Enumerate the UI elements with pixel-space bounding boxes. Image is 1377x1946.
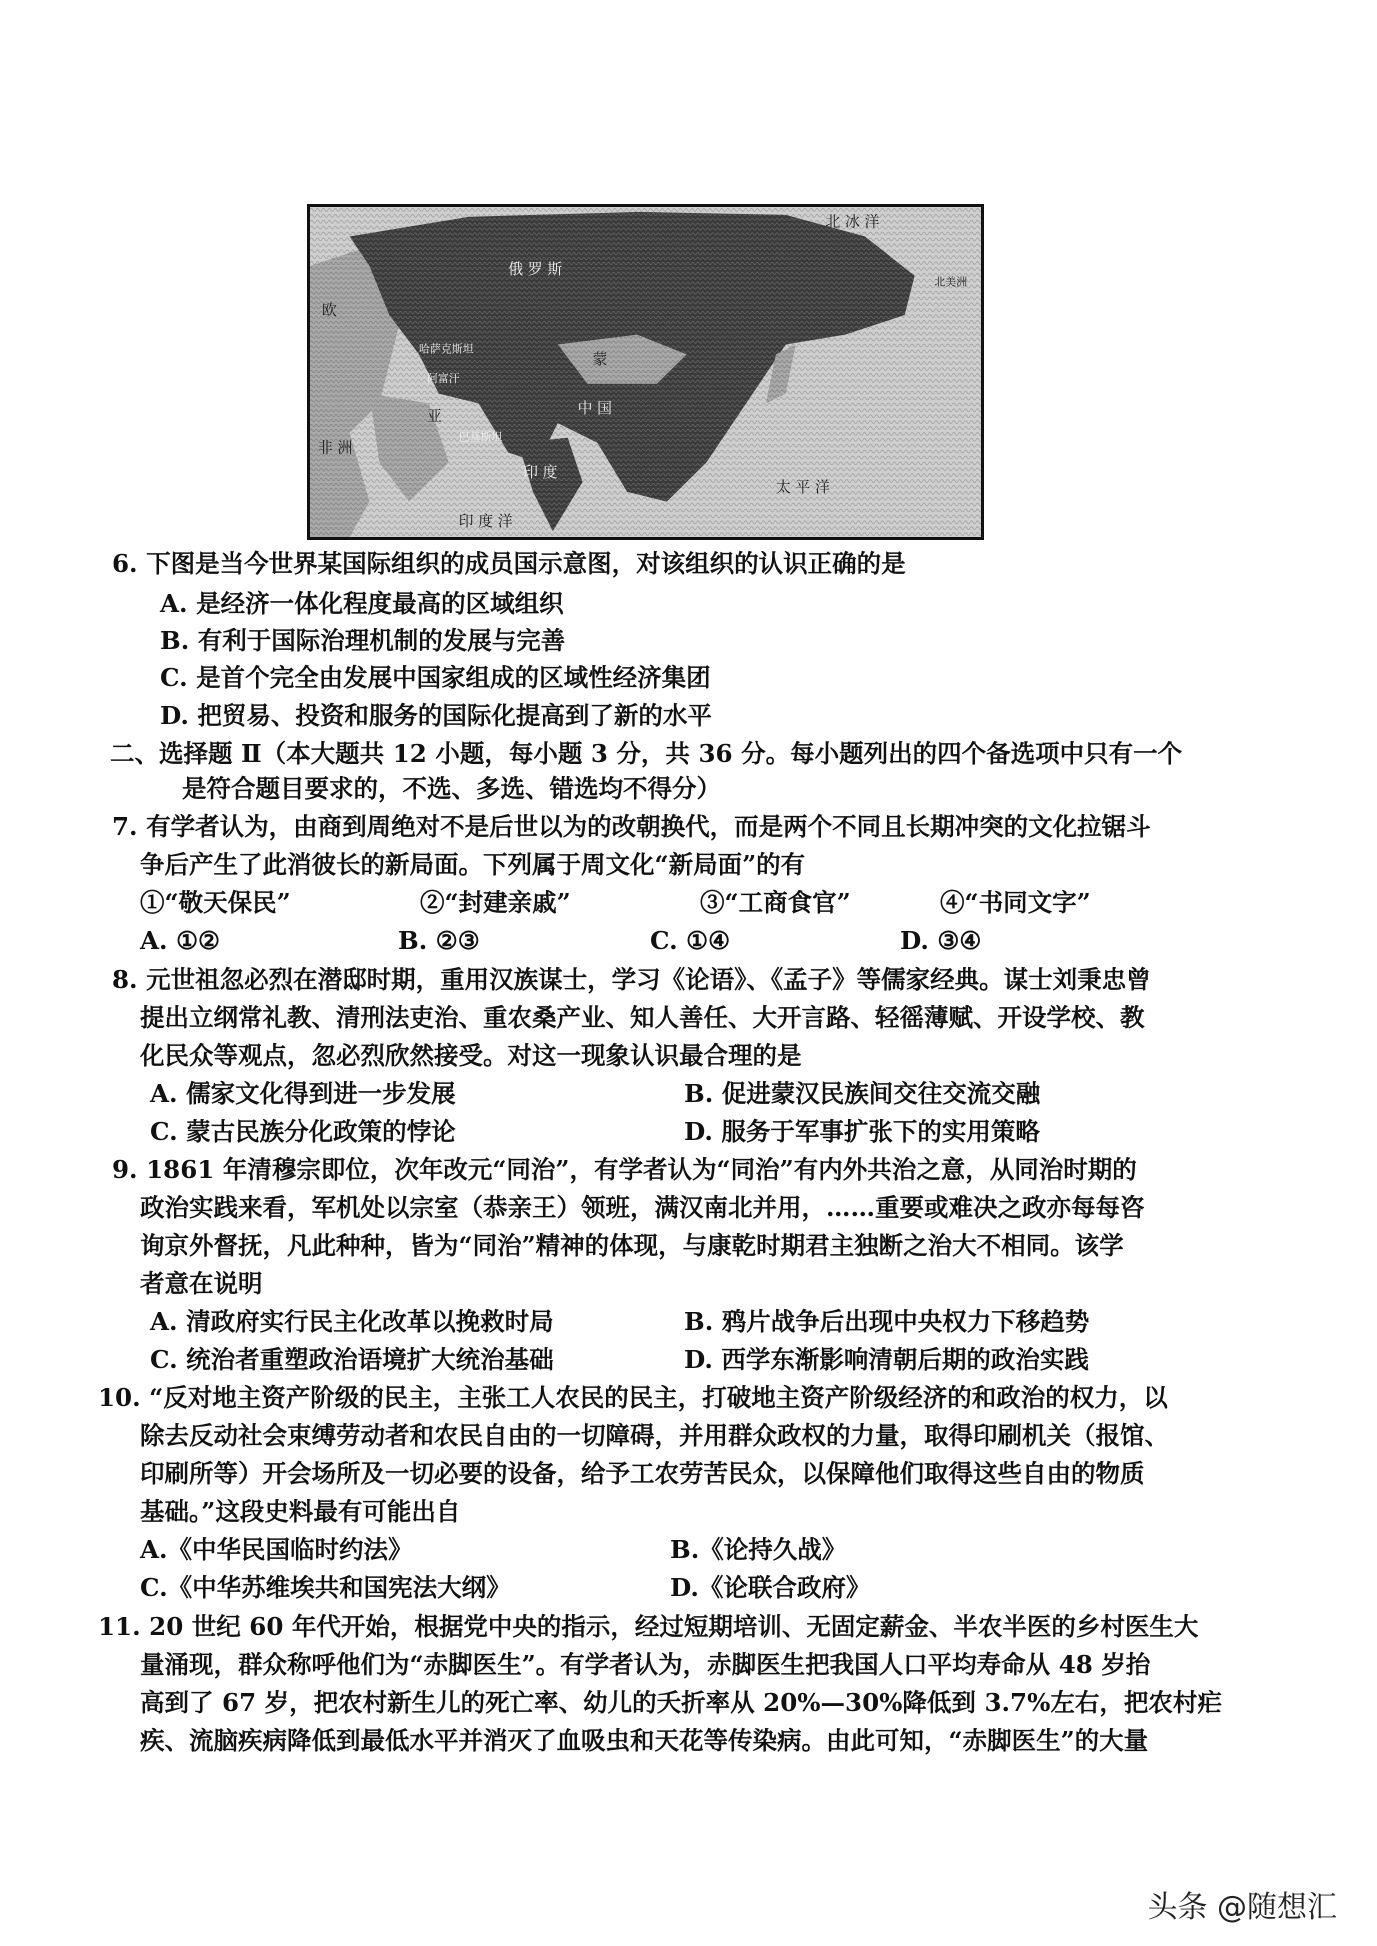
q7-item-4: ④“书同文字” <box>940 888 1091 917</box>
watermark-attribution: 头条 @随想汇 <box>1147 1890 1337 1925</box>
q11-stem-line2: 量涌现，群众称呼他们为“赤脚医生”。有学者认为，赤脚医生把我国人口平均寿命从 48 岁抬 <box>140 1650 1151 1679</box>
q7-option-d: D. ③④ <box>900 926 982 955</box>
map-label-india: 印 度 <box>523 464 558 482</box>
map-label-north-ocean: 北 冰 洋 <box>825 213 880 231</box>
q6-option-c: C. 是首个完全由发展中国家组成的区域性经济集团 <box>160 663 711 692</box>
q7-item-1: ①“敬天保民” <box>140 888 291 917</box>
q9-option-a: A. 清政府实行民主化改革以挽救时局 <box>150 1307 554 1336</box>
section2-heading-cont: 是符合题目要求的，不选、多选、错选均不得分） <box>182 774 721 803</box>
q7-option-a: A. ①② <box>140 926 220 955</box>
map-label-afghanistan: 阿富汗 <box>426 371 460 385</box>
q6-option-a: A. 是经济一体化程度最高的区域组织 <box>160 589 564 618</box>
q6-option-b: B. 有利于国际治理机制的发展与完善 <box>160 626 566 655</box>
q8-stem-line3: 化民众等观点，忽必烈欣然接受。对这一现象认识最合理的是 <box>140 1041 802 1070</box>
map-label-kazakhstan: 哈萨克斯坦 <box>419 342 474 356</box>
q11-stem-line1: 11. 20 世纪 60 年代开始，根据党中央的指示，经过短期培训、无固定薪金、半农半医的乡村医生大 <box>98 1612 1199 1641</box>
q7-stem-line2: 争后产生了此消彼长的新局面。下列属于周文化“新局面”的有 <box>140 850 806 879</box>
q11-stem-line3: 高到了 67 岁，把农村新生儿的死亡率、幼儿的夭折率从 20%—30%降低到 3.7%左右，把农村疟 <box>140 1688 1222 1717</box>
q8-stem-line1: 8. 元世祖忽必烈在潜邸时期，重用汉族谋士，学习《论语》、《孟子》等儒家经典。谋士刘秉忠曾 <box>112 965 1151 994</box>
q7-stem-line1: 7. 有学者认为，由商到周绝对不是后世以为的改朝换代，而是两个不同且长期冲突的文化拉锯斗 <box>112 812 1151 841</box>
q10-option-d: D.《论联合政府》 <box>670 1573 871 1602</box>
q9-stem-line1: 9. 1861 年清穆宗即位，次年改元“同治”，有学者认为“同治”有内外共治之意，从同治时期的 <box>112 1155 1137 1184</box>
q10-option-a: A.《中华民国临时约法》 <box>140 1535 413 1564</box>
q10-option-c: C.《中华苏维埃共和国宪法大纲》 <box>140 1573 511 1602</box>
member-countries-map <box>307 204 984 540</box>
q7-item-2: ②“封建亲戚” <box>420 888 571 917</box>
q10-stem-line4: 基础。”这段史料最有可能出自 <box>140 1497 461 1526</box>
map-label-mongolia: 蒙 <box>592 351 608 369</box>
q7-option-b: B. ②③ <box>398 926 480 955</box>
q8-option-c: C. 蒙古民族分化政策的悖论 <box>150 1117 456 1146</box>
q6-option-d: D. 把贸易、投资和服务的国际化提高到了新的水平 <box>160 701 712 730</box>
q9-stem-line4: 者意在说明 <box>140 1269 263 1298</box>
map-label-europe: 欧 <box>321 302 337 320</box>
q10-stem-line2: 除去反动社会束缚劳动者和农民自由的一切障碍，并用群众政权的力量，取得印刷机关（报馆、 <box>140 1421 1169 1450</box>
map-label-africa: 非 洲 <box>317 439 353 457</box>
q9-option-c: C. 统治者重塑政治语境扩大统治基础 <box>150 1345 554 1374</box>
q9-option-d: D. 西学东渐影响清朝后期的政治实践 <box>684 1345 1089 1374</box>
q6-stem: 6. 下图是当今世界某国际组织的成员国示意图，对该组织的认识正确的是 <box>112 549 906 578</box>
q8-option-b: B. 促进蒙汉民族间交往交流交融 <box>684 1079 1041 1108</box>
q10-option-b: B.《论持久战》 <box>670 1535 847 1564</box>
map-label-asia: 亚 <box>426 408 442 426</box>
q10-stem-line3: 印刷所等）开会场所及一切必要的设备，给予工农劳苦民众，以保障他们取得这些自由的物质 <box>140 1459 1145 1488</box>
section2-heading: 二、选择题 Ⅱ（本大题共 12 小题，每小题 3 分，共 36 分。每小题列出的四个备选项中只有一个 <box>110 739 1183 768</box>
q9-stem-line2: 政治实践来看，军机处以宗室（恭亲王）领班，满汉南北并用，……重要或难决之政亦每每咨 <box>140 1193 1145 1222</box>
q8-option-d: D. 服务于军事扩张下的实用策略 <box>684 1117 1040 1146</box>
q7-option-c: C. ①④ <box>650 926 731 955</box>
map-label-china: 中 国 <box>577 400 613 418</box>
map-label-america: 北美洲 <box>934 275 968 289</box>
q7-item-3: ③“工商食官” <box>700 888 851 917</box>
q10-stem-line1: 10. “反对地主资产阶级的民主，主张工人农民的民主，打破地主资产阶级经济的和政治的权力，以 <box>98 1383 1168 1412</box>
q11-stem-line4: 疾、流脑疾病降低到最低水平并消灭了血吸虫和天花等传染病。由此可知，“赤脚医生”的大量 <box>140 1726 1149 1755</box>
q8-stem-line2: 提出立纲常礼教、清刑法吏治、重农桑产业、知人善任、大开言路、轻徭薄赋、开设学校、教 <box>140 1003 1145 1032</box>
map-label-pakistan: 巴基斯坦 <box>458 430 503 444</box>
q9-option-b: B. 鸦片战争后出现中央权力下移趋势 <box>684 1307 1090 1336</box>
q9-stem-line3: 询京外督抚，凡此种种，皆为“同治”精神的体现，与康乾时期君主独断之治大不相同。该学 <box>140 1231 1124 1260</box>
map-graphic <box>310 207 981 537</box>
map-label-indian-ocean: 印 度 洋 <box>458 513 513 531</box>
map-label-russia: 俄 罗 斯 <box>508 260 563 278</box>
q8-option-a: A. 儒家文化得到进一步发展 <box>150 1079 456 1108</box>
map-label-pacific: 太 平 洋 <box>775 478 830 496</box>
